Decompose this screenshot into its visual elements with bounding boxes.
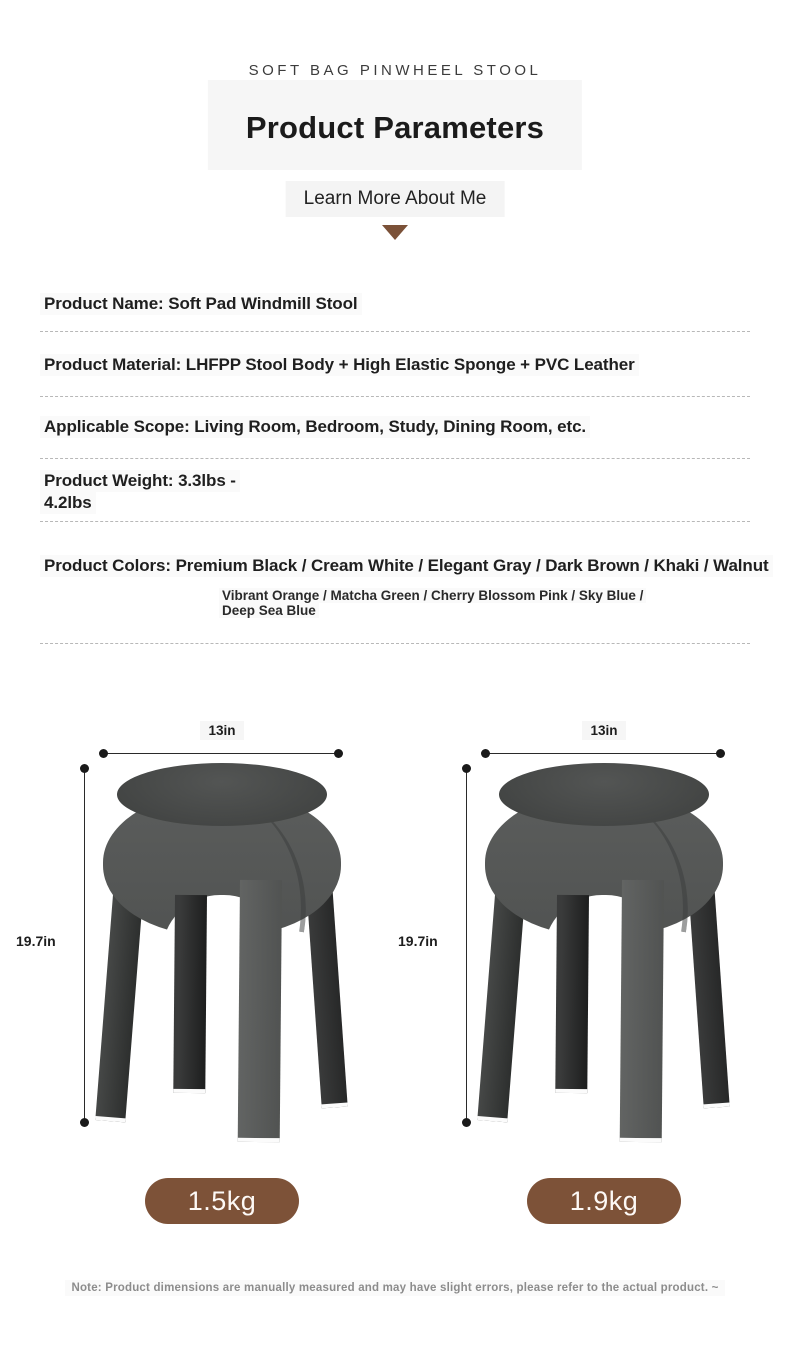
page-title: Product Parameters bbox=[245, 110, 545, 145]
height-dimension-label: 19.7in bbox=[16, 933, 56, 949]
spec-product-name bbox=[40, 293, 750, 315]
stool-leg bbox=[620, 880, 664, 1142]
spec-product-weight-line1: Product Weight: 3.3lbs - bbox=[40, 470, 240, 492]
height-dimension-label: 19.7in bbox=[398, 933, 438, 949]
spec-product-weight bbox=[40, 470, 750, 514]
dimension-dot bbox=[462, 764, 471, 773]
divider bbox=[40, 458, 750, 459]
width-dimension-line bbox=[103, 753, 338, 754]
spec-product-material bbox=[40, 354, 750, 376]
width-dimension-label: 13in bbox=[10, 723, 434, 738]
weight-badge-label: 1.5kg bbox=[187, 1185, 257, 1216]
spec-product-colors-sub2: Deep Sea Blue bbox=[219, 603, 759, 618]
dimension-dot bbox=[99, 749, 108, 758]
weight-badge bbox=[527, 1178, 681, 1224]
dimension-dot bbox=[80, 1118, 89, 1127]
spec-product-name-text: Product Name: Soft Pad Windmill Stool bbox=[40, 293, 362, 315]
divider bbox=[40, 396, 750, 397]
dimension-dot bbox=[334, 749, 343, 758]
divider bbox=[40, 643, 750, 644]
arrow-down-icon bbox=[382, 225, 408, 240]
height-dimension-line bbox=[466, 768, 467, 1122]
stool-figure-large bbox=[392, 715, 764, 1235]
stool-cushion bbox=[499, 763, 709, 826]
divider bbox=[40, 331, 750, 332]
dimension-dot bbox=[716, 749, 725, 758]
stool-leg bbox=[173, 895, 207, 1093]
spec-product-weight-line2: 4.2lbs bbox=[40, 492, 96, 514]
spec-applicable-scope bbox=[40, 416, 750, 438]
spec-product-colors-sub1: Vibrant Orange / Matcha Green / Cherry Blossom Pink / Sky Blue / bbox=[219, 588, 759, 603]
spec-applicable-scope-text: Applicable Scope: Living Room, Bedroom, Study, Dining Room, etc. bbox=[40, 416, 590, 438]
product-series-eyebrow: SOFT BAG PINWHEEL STOOL bbox=[248, 62, 542, 79]
title-box bbox=[208, 80, 582, 170]
divider bbox=[40, 521, 750, 522]
spec-product-material-text: Product Material: LHFPP Stool Body + High Elastic Sponge + PVC Leather bbox=[40, 354, 639, 376]
stool-leg bbox=[555, 895, 589, 1093]
dimension-dot bbox=[80, 764, 89, 773]
height-dimension-line bbox=[84, 768, 85, 1122]
width-dimension-label: 13in bbox=[392, 723, 790, 738]
dimension-dot bbox=[481, 749, 490, 758]
subtitle-box bbox=[286, 181, 505, 217]
dimension-dot bbox=[462, 1118, 471, 1127]
spec-product-colors bbox=[40, 555, 790, 577]
spec-product-colors-text: Product Colors: Premium Black / Cream White / Elegant Gray / Dark Brown / Khaki / Walnut bbox=[40, 555, 773, 577]
weight-badge bbox=[145, 1178, 299, 1224]
width-dimension-line bbox=[485, 753, 720, 754]
stool-figure-small bbox=[10, 715, 382, 1235]
page-subtitle: Learn More About Me bbox=[303, 188, 487, 209]
weight-badge-label: 1.9kg bbox=[569, 1185, 639, 1216]
footnote: Note: Product dimensions are manually measured and may have slight errors, please refer to the actual product. ~ bbox=[0, 1282, 790, 1294]
stool-cushion bbox=[117, 763, 327, 826]
stool-leg bbox=[238, 880, 282, 1142]
